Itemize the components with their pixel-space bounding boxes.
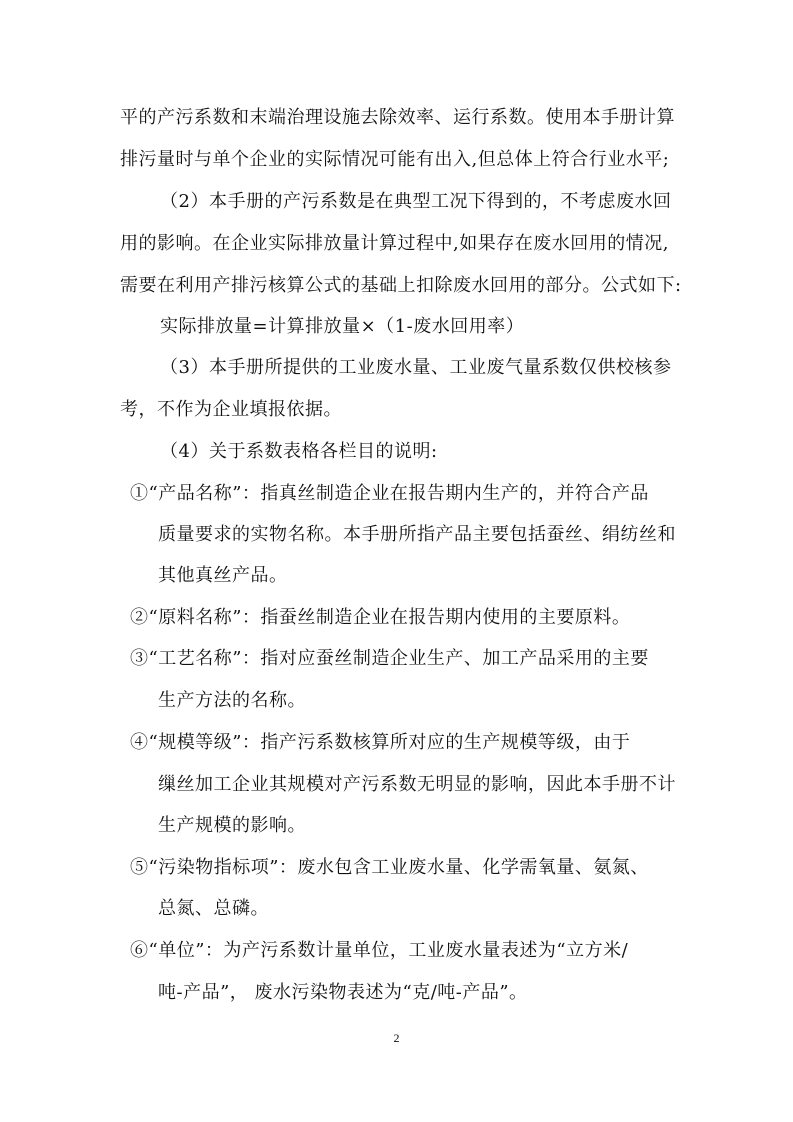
list-item-4-line-2: 缫丝加工企业其规模对产污系数无明显的影响，因此本手册不计 [158,774,676,795]
list-item-3-line-1: ③“工艺名称”：指对应蚕丝制造企业生产、加工产品采用的主要 [130,648,649,669]
list-item-3-line-2: 生产方法的名称。 [158,690,306,711]
list-item-1-line-3: 其他真丝产品。 [158,565,288,586]
text-line-2: 排污量时与单个企业的实际情况可能有出入,但总体上符合行业水平; [120,149,670,170]
list-item-4-line-1: ④“规模等级”：指产污系数核算所对应的生产规模等级，由于 [130,732,631,753]
list-item-1-line-2: 质量要求的实物名称。本手册所指产品主要包括蚕丝、绢纺丝和 [158,524,676,545]
list-item-5-line-1: ⑤“污染物指标项”：废水包含工业废水量、化学需氧量、氨氮、 [130,857,649,878]
text-line-7: （3）本手册所提供的工业废水量、工业废气量系数仅供校核参 [160,357,672,378]
text-line-8: 考，不作为企业填报依据。 [120,399,342,420]
text-line-1: 平的产污系数和末端治理设施去除效率、运行系数。使用本手册计算 [120,107,675,128]
text-line-3: （2）本手册的产污系数是在典型工况下得到的，不考虑废水回 [160,191,672,212]
page-number: 2 [393,1031,400,1045]
text-line-5: 需要在利用产排污核算公式的基础上扣除废水回用的部分。公式如下: [120,275,682,296]
list-item-4-line-3: 生产规模的影响。 [158,815,306,836]
text-line-9: （4）关于系数表格各栏目的说明: [160,441,438,462]
list-item-2-line-1: ②“原料名称”：指蚕丝制造企业在报告期内使用的主要原料。 [130,607,631,628]
list-item-5-line-2: 总氮、总磷。 [158,898,269,919]
list-item-6-line-2: 吨-产品”， 废水污染物表述为“克/吨-产品”。 [158,982,528,1003]
list-item-1-line-1: ①“产品名称”：指真丝制造企业在报告期内生产的，并符合产品 [130,483,649,504]
text-line-4: 用的影响。在企业实际排放量计算过程中,如果存在废水回用的情况, [120,233,669,254]
formula-line: 实际排放量=计算排放量×（1-废水回用率） [160,316,525,337]
list-item-6-line-1: ⑥“单位”：为产污系数计量单位，工业废水量表述为“立方米/ [130,940,629,961]
